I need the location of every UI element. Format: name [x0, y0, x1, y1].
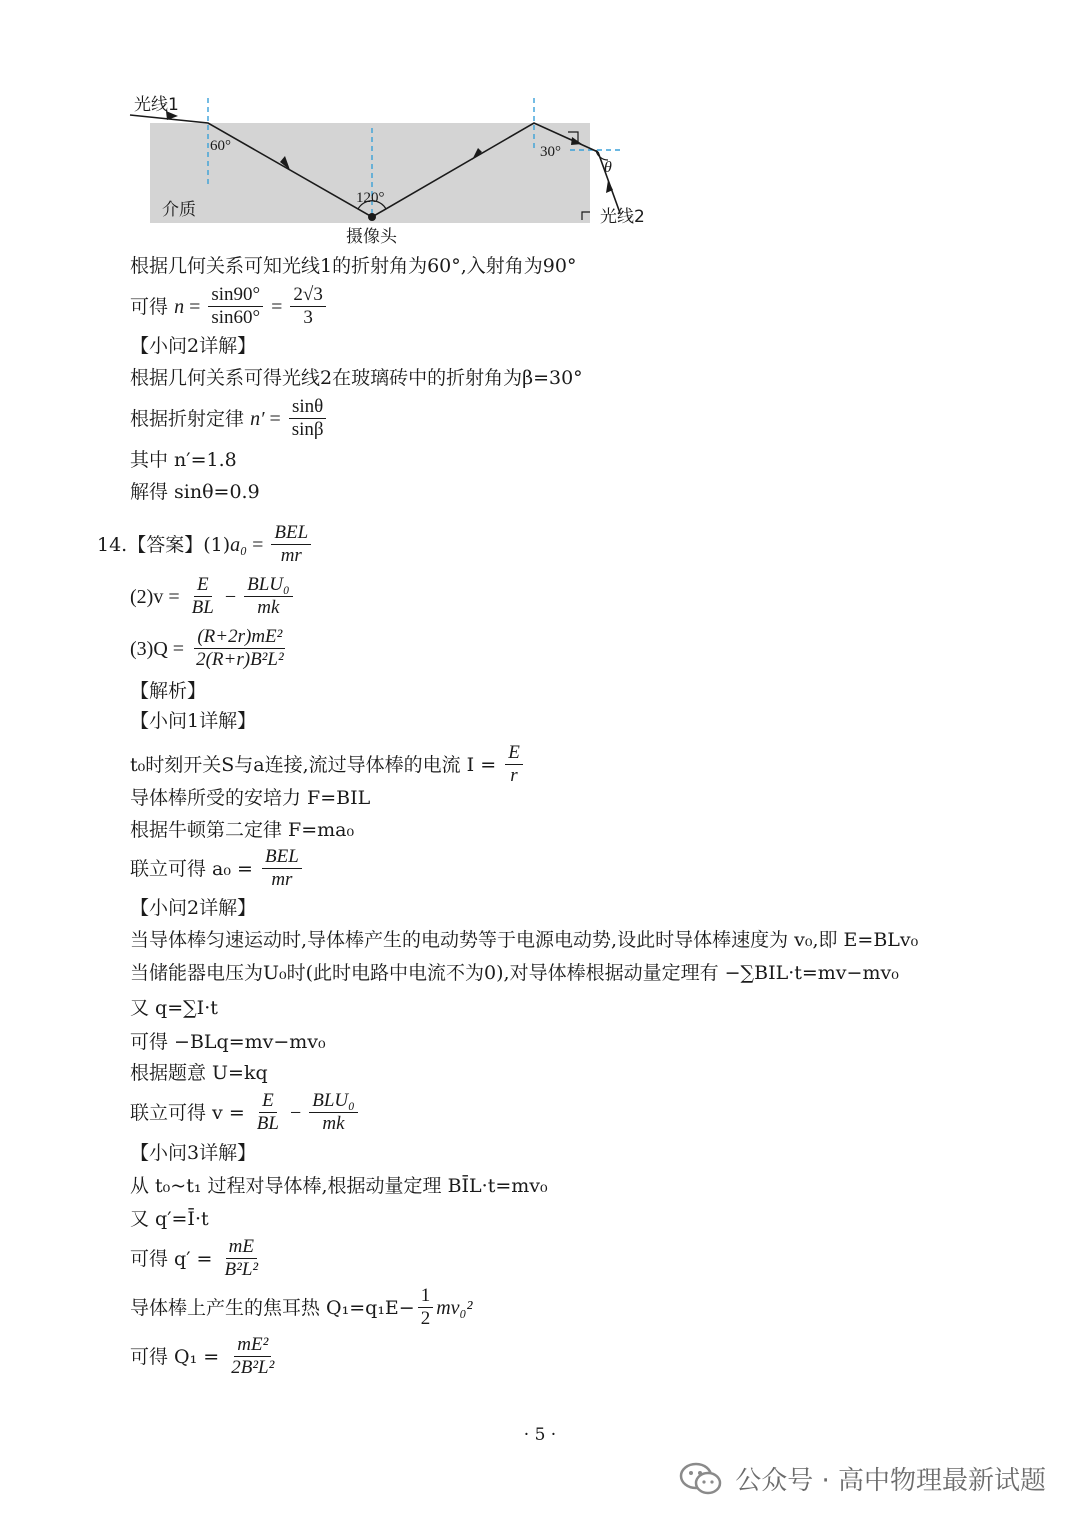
fraction: $\frac{E}{BL}$ [256, 1090, 279, 1134]
q14-answer-3: (3)Q = $\frac{\text{(R+2r)mE²}}{\text{2(R+r)B²L²}}$ [130, 626, 290, 671]
fraction: $\frac{\text{(R+2r)mE²}}{\text{2(R+r)B²L²}}$ [196, 626, 284, 670]
label-angle-30: 30° [540, 144, 561, 160]
label-medium: 介质 [162, 200, 196, 220]
label-angle-theta: θ [604, 159, 612, 176]
watermark-text: 公众号 · 高中物理最新试题 [735, 1466, 1046, 1496]
fraction: $\frac{E}{r}$ [505, 742, 523, 787]
p2-line-3: 其中 n′=1.8 [130, 449, 237, 471]
s2-line-3: 又 q=∑I·t [130, 997, 218, 1019]
fraction: $\frac{E}{BL}$ [191, 574, 214, 618]
s1-line-1: t₀时刻开关S与a连接,流过导体棒的电流 I = $\frac{E}{r}$ [130, 742, 526, 787]
label-angle-60: 60° [210, 138, 231, 154]
camera-dot [368, 213, 376, 221]
fraction: $\frac{\text{BLU₀}}{mk}$ [244, 574, 293, 619]
fraction: $\frac{1}{2}$ [418, 1285, 434, 1330]
s2-line-2: 当储能器电压为U₀时(此时电路中电流不为0),对导体棒根据动量定理有 −∑BIL·t=mv−mv₀ [130, 962, 899, 984]
s2-line-6: 联立可得 v = $\frac{E}{BL}$ − $\frac{\text{BLU₀}}{mk}$ [130, 1090, 361, 1135]
fraction: $\frac{\text{mE²}}{\text{2B²L²}}$ [231, 1334, 275, 1378]
label-angle-120: 120° [356, 190, 385, 206]
fraction: $\frac{\text{BEL}}{mr}$ [262, 846, 302, 891]
fraction: $\frac{2√3}{3}$ [290, 284, 325, 329]
p2-line-1: 根据几何关系可得光线2在玻璃砖中的折射角为β=30° [130, 367, 583, 389]
p2-line-4: 解得 sinθ=0.9 [130, 481, 260, 503]
s3-line-2: 又 q′=Ī·t [130, 1208, 209, 1230]
label-camera: 摄像头 [346, 227, 397, 247]
fraction: $\frac{\sin 90^\circ}{\sin 60^\circ}$ [208, 284, 263, 329]
label-ray-2: 光线2 [600, 207, 645, 227]
wechat-icon [679, 1461, 723, 1497]
optics-diagram [120, 90, 660, 250]
sub3-header: 【小问3详解】 [130, 1142, 257, 1164]
fraction: $\frac{\sin\theta}{\sin\beta}$ [289, 396, 327, 441]
fraction: $\frac{\text{BLU₀}}{mk}$ [309, 1090, 358, 1135]
s2-line-5: 根据题意 U=kq [130, 1062, 268, 1084]
p1-line-2: 可得 n = $\frac{\sin 90^\circ}{\sin 60^\circ}$ = $\frac{2√3}{3}$ [130, 284, 329, 329]
q14-answer-2: (2)v = $\frac{E}{BL}$ − $\frac{\text{BLU₀}}{mk}$ [130, 574, 296, 619]
p1-line-1: 根据几何关系可知光线1的折射角为60°,入射角为90° [130, 255, 577, 277]
s1-line-3: 根据牛顿第二定律 F=ma₀ [130, 819, 355, 841]
s1-line-2: 导体棒所受的安培力 F=BIL [130, 787, 371, 809]
s3-line-1: 从 t₀~t₁ 过程对导体棒,根据动量定理 BĪL·t=mv₀ [130, 1175, 548, 1197]
s2-line-4: 可得 −BLq=mv−mv₀ [130, 1031, 326, 1053]
s3-line-4: 导体棒上产生的焦耳热 Q₁=q₁E− $\frac{1}{2}$ mv₀² [130, 1285, 473, 1329]
sub2-header-q14: 【小问2详解】 [130, 897, 257, 919]
s3-line-5: 可得 Q₁ = $\frac{\text{mE²}}{\text{2B²L²}}$ [130, 1334, 280, 1379]
watermark [679, 1460, 1046, 1497]
fraction: $\frac{\text{BEL}}{mr}$ [271, 522, 311, 567]
q14-answer-1: 14.【答案】(1) a₀ = $\frac{\text{BEL}}{mr}$ [97, 522, 314, 567]
s3-line-3: 可得 q′ = $\frac{mE}{\text{B²L²}}$ [130, 1236, 264, 1281]
label-ray-1: 光线1 [134, 95, 179, 115]
p2-line-2: 根据折射定律 n′ = $\frac{\sin\theta}{\sin\beta}$ [130, 396, 330, 441]
s2-line-1: 当导体棒匀速运动时,导体棒产生的电动势等于电源电动势,设此时导体棒速度为 v₀,即 E=BLv₀ [130, 929, 919, 951]
fraction: $\frac{mE}{\text{B²L²}}$ [224, 1236, 259, 1280]
s1-line-4: 联立可得 a₀ = $\frac{\text{BEL}}{mr}$ [130, 846, 305, 891]
page-number: · 5 · [523, 1425, 557, 1445]
sub1-header: 【小问1详解】 [130, 710, 257, 732]
analysis-header: 【解析】 [130, 680, 207, 702]
sub2-header: 【小问2详解】 [130, 335, 257, 357]
